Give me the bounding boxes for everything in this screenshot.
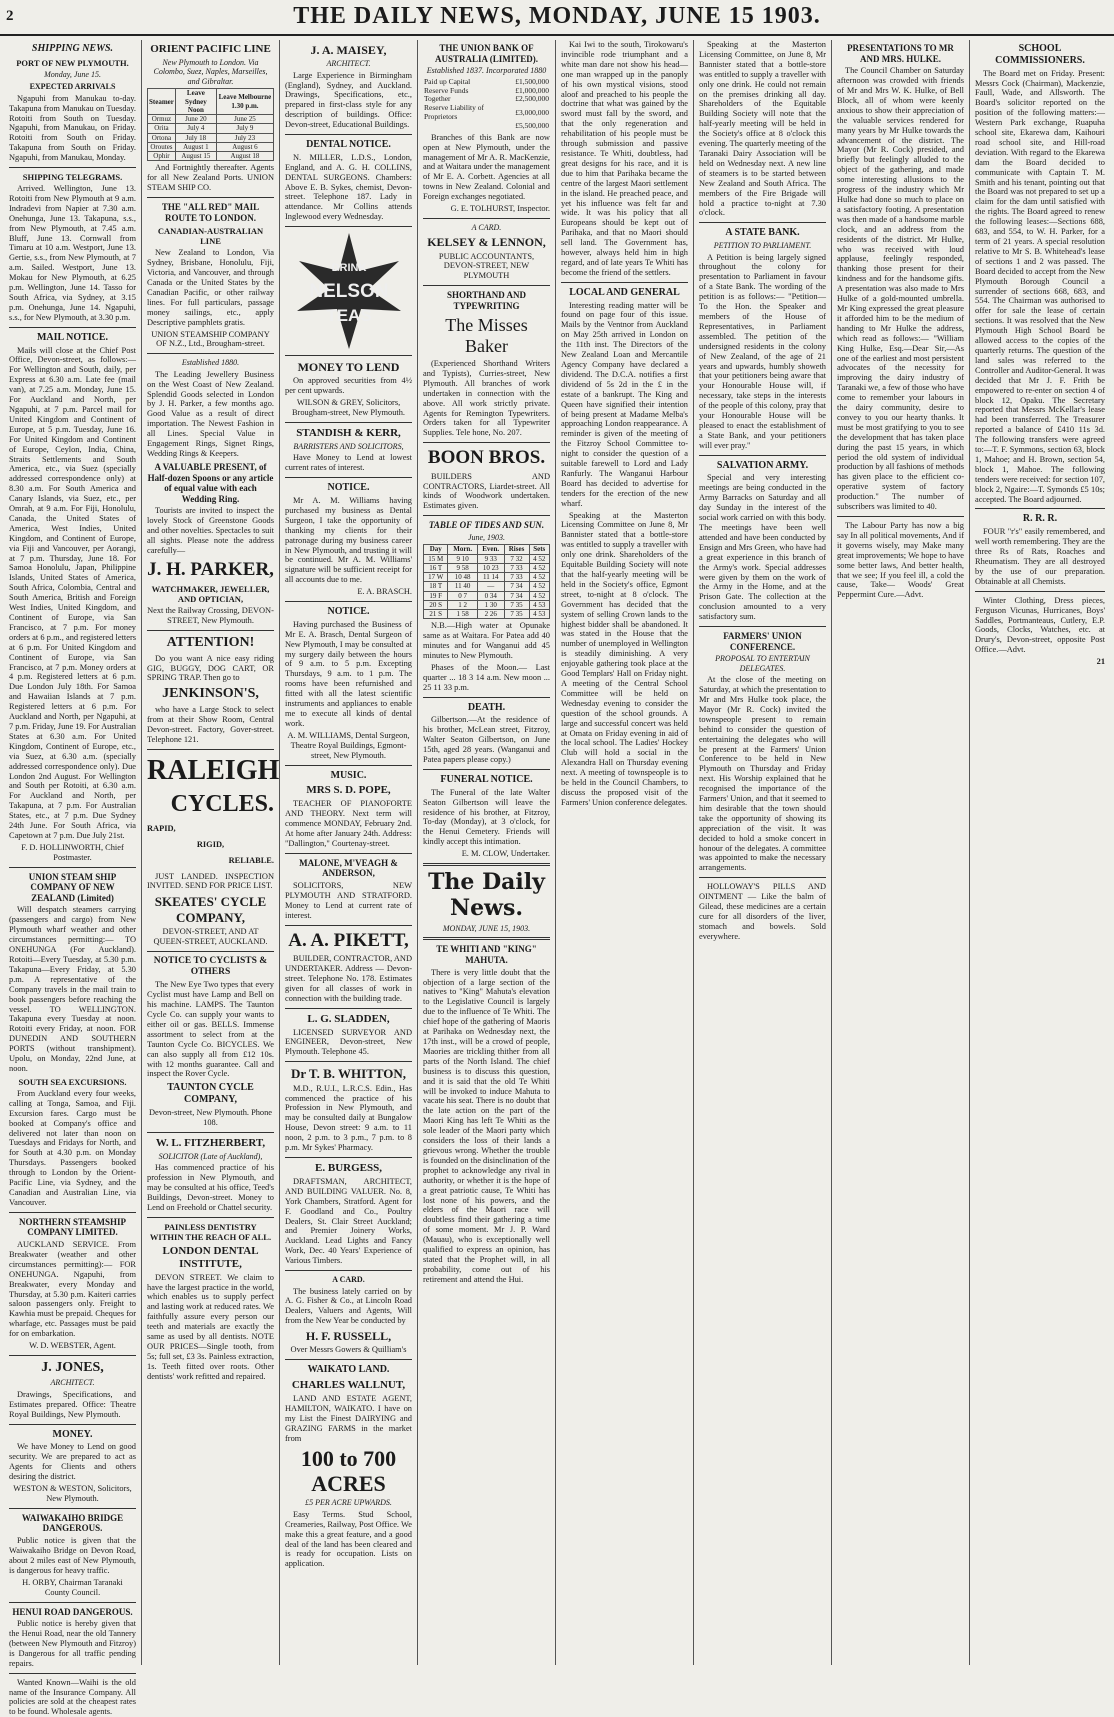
baker-heading: The Misses Baker bbox=[445, 314, 528, 356]
canadian-heading: CANADIAN-AUSTRALIAN LINE bbox=[157, 226, 264, 247]
standish-sub: BARRISTERS AND SOLICITORS, bbox=[293, 441, 404, 451]
music-heading: MUSIC. bbox=[330, 769, 367, 781]
pope-text: TEACHER OF PIANOFORTE AND THEORY. Next term will commence MONDAY, February 2nd. At home after January 24th. Address: "Dallington," Courtenay-street. bbox=[285, 799, 412, 848]
raleigh-word: RIGID, bbox=[196, 839, 225, 849]
nelson-teas-logo bbox=[289, 231, 409, 351]
money-lend-signature: WILSON & GREY, Solicitors, Brougham-street, New Plymouth. bbox=[291, 398, 406, 418]
established: Established 1880. bbox=[181, 358, 240, 368]
arrivals-heading: EXPECTED ARRIVALS bbox=[29, 82, 116, 92]
farmers-heading: FARMERS' UNION CONFERENCE. bbox=[723, 631, 802, 652]
death-heading: DEATH. bbox=[467, 701, 506, 713]
henui-heading: HENUI ROAD DANGEROUS. bbox=[12, 1606, 133, 1617]
cyclists-text: The New Eye Two types that every Cyclist must have Lamp and Bell on his machine. LAMPS. The Taunton Cycle Co. can supply your wants to either oil or gas. BELLS. Immense assortment to select from at the Taunton Cycle Co. BICYCLES. We can also supply all from £12 10s. with 12 months guarantee. Call and inspect the Rover Cycle. bbox=[147, 980, 274, 1079]
tides-table: Day Morn. Even. Rises Sets 15 M 9 10 9 33 7 32 4 52 16 T 9 58 10 23 7 33 4 52 17 W 10 48 11 14 7 33 4 52 18 T 11 40 — 7 34 4 52 19 F 0 7 0 34 7 34 4 52 20 S 1 2 1 30 7 35 4 53 21 S 1 58 2 26 7 35 4 53 bbox=[423, 544, 550, 619]
mail-notice-text: Mails will close at the Chief Post Office, Devon-street, as follows:— For Wellington and South, daily, per Express at 6.30 a.m. Late fee (mail van), at 7.25 a.m. Monday, June 15. For Auckland and North, per Ngapuhi, at 7 p.m. Parcel mail for United Kingdom and Continent of Europe, at 5 p.m. Tuesday, June 16. For United Kingdom and Continent of Europe, Ceylon, India, China, Straits Settlements and South America, etc., via Suez (specially addressed correspondence only) at 8.30 a.m. For South America and Canary Islands, via Suez, etc., per Omrah, at 9 a.m. For Fiji, Honolulu, Canada, the United States of America, West Indies, United Kingdom, and Continent of Europe, via Fiji and Vancouver, per Aorangi, at 7 p.m. Thursday, June 18. For Samoa Honolulu, Japan, Philippine Islands, United States of America, South Africa, Colombia, Central and South America, British and Foreign West Indies, United Kingdom, and Continent of Europe, via San Francisco, at 7 p.m. For money orders at 6 p.m., and registered letters at 6 p.m. For United Kingdom and Continent of Europe, via San Francisco, at 7 p.m. Money orders at 4 p.m. Registered letters at 6 p.m. Due London July 18th. For Samoa and Hawaiian Islands at 7 p.m. Registered letters at 6 p.m. For Auckland and North, per Ngapuhi, at 7 p.m. Friday, June 19. For Australian States at 6.30 a.m. For United Kingdom, Continent of Europe, etc., via Suez, at 6.30 a.m. (specially addressed correspondence only). Due London 2nd August. For Wellington and South per Rotoiti, at 6.30 a.m. For Auckland and North, per Takapuna, at 7 p.m. For Australian States, etc., at 7 p.m. Due Sydney 24th June. For South Africa, via Capetown at 7 p.m. Due July 21st. bbox=[9, 345, 136, 840]
newspaper-title: THE DAILY NEWS, MONDAY, JUNE 15 1903. bbox=[293, 3, 821, 29]
funeral-text: The Funeral of the late Walter Seaton Gilbertson will leave the residence of his brother, at Fitzroy, To-day (Monday), at 3 o'clock, for the Henui Cemetery. Friends will kindly accept this intimation. bbox=[423, 787, 550, 847]
column-7 bbox=[832, 40, 970, 1665]
rrr-heading: R. R. R. bbox=[1022, 513, 1058, 525]
arrivals-text: Ngapuhi from Manukau to-day. Takapuna from Manukau on Tuesday. Rotoiti from South on Tuesday. Ngapuhi, from Manukau, on Friday. Rotoiti from South on Friday. Takapuna from South on Friday. Ngapuhi, from Manukau, Monday. bbox=[9, 93, 136, 163]
whitton-heading: Dr T. B. WHITTON, bbox=[290, 1066, 407, 1082]
column-1 bbox=[4, 40, 142, 1717]
notice2-signature: A. M. WILLIAMS, Dental Surgeon, Theatre Royal Buildings, Egmont-street, New Plymouth. bbox=[287, 730, 410, 760]
standish-text: Have Money to Lend at lowest current rates of interest. bbox=[285, 453, 412, 473]
table-row: 20 S 1 2 1 30 7 35 4 53 bbox=[424, 600, 550, 609]
canadian-signature: UNION STEAMSHIP COMPANY OF N.Z., Ltd., Brougham-street. bbox=[151, 329, 270, 349]
table-row: Ortona July 18 July 23 bbox=[148, 133, 274, 142]
south-sea-heading: SOUTH SEA EXCURSIONS. bbox=[18, 1076, 127, 1087]
kelsey-card: A CARD. bbox=[471, 222, 502, 232]
logo-nelson: NELSON bbox=[308, 281, 389, 303]
terms-text: Easy Terms. Stud School, Creameries, Railway, Post Office. We make this a great feature, and a good deal of the land has been cleared and is ready for occupation. Lists on application. bbox=[285, 1509, 412, 1569]
columns bbox=[4, 40, 1110, 1717]
parker-heading: J. H. PARKER, bbox=[147, 558, 274, 580]
orient-th: Leave Melbourne 1.30 p.m. bbox=[216, 89, 273, 115]
table-row: 18 T 11 40 — 7 34 4 52 bbox=[424, 582, 550, 591]
table-row: £5,500,000 bbox=[515, 120, 549, 130]
state-bank-heading: A STATE BANK. bbox=[725, 227, 800, 239]
painless-heading: PAINLESS DENTISTRY WITHIN THE REACH OF ALL. bbox=[149, 1221, 272, 1242]
column-3 bbox=[280, 40, 418, 1665]
column-2 bbox=[142, 40, 280, 1665]
waiwakaiho-text: Public notice is given that the Waiwakaiho Bridge on Devon Road, about 2 miles east of New Plymouth, is dangerous for heavy traffic. bbox=[9, 1536, 136, 1575]
jenkinson-heading: JENKINSON'S, bbox=[162, 686, 259, 702]
shipping-date: Monday, June 15. bbox=[44, 69, 101, 79]
table-row: Together £2,500,000 bbox=[424, 94, 549, 104]
orient-sub: New Plymouth to London. Via Colombo, Suez, Naples, Marseilles, and Gibraltar. bbox=[153, 57, 268, 86]
orient-foot: And Fortnightly thereafter. Agents for all New Zealand Ports. UNION STEAM SHIP CO. bbox=[147, 163, 274, 193]
telegrams-text: Arrived. Wellington, June 13. Rotoiti from New Plymouth at 9 a.m. Indradevi from Napier at 7.30 a.m. Onehunga, June 13. Takapuna, s.s., from New Plymouth, at 7.45 a.m. Bluff, June 13. Cornwall from Timaru at 10 a.m. Westport, June 13. Gertie, s.s., from New Plymouth, at 7 a.m. Sailed. Westport, June 13. Mokau for New Plymouth, at 6.25 p.m. Wellington, June 14. Tasso for South Africa, via Sydney, at 3.15 p.m. Onehunga, June 14. Ngapuhi, s.s., for New Plymouth, at 3.30 p.m. bbox=[9, 184, 136, 322]
raleigh-word: RAPID, bbox=[147, 823, 176, 833]
school-text: The Board met on Friday. Present: Messrs Cock (Chairman), Mackenzie, Faull, Wade, and Allsworth. The Board's solicitor reported on the position of the following matters:—Western Park exchange, Ruapuha school site, Ekarewa dam, Kaihouri road school site, and Hill-road deviation. With regard to the Ekarewa dam the Board decided to communicate with Captain T. M. Smith and his tenant, pointing out that the Board was not prepared to set up a claim for the dam until satisfied with the rights. The Board agreed to renew the following leases:—Sections 688, 683, and 554, to W. H. Parker, for a term of 21 years. A special resolution relative to Mr S. B. Whitehead's lease of sections 1 and 2 was passed. The Board decided to accept from the New Plymouth Borough Council a surrender of sections 668, 683, and 554. The Chairman was authorised to offer for sale the lease of certain sections. It was resolved that the New Plymouth High School Board be allowed access to the copies of the quarterly returns. The question of the land sales was referred to the Controller and Auditor-General. It was decided that Mr J. F. Frith be empowered to re-enter on section 4 of block 12, Opaku. The Secretary reported that Messrs McKellar's lease had been transferred. The Treasurer reported a balance of £410 11s 3d. The following transfers were agreed to:—T. F. Symmons, section 63, block 1, Mahoe; and H. Brown, section 54, block 1, Mahoe. The following tenders were received: for section 107, block 2, Ngaire:—T. Symonds £5 10s; accepted. The Board adjourned. bbox=[975, 68, 1105, 504]
malone-heading: MALONE, M'VEAGH & ANDERSON, bbox=[299, 857, 398, 879]
moon-phases: Phases of the Moon.— Last quarter ... 18 3 14 a.m. New moon ... 25 11 33 p.m. bbox=[423, 662, 550, 692]
orient-th: Steamer bbox=[148, 89, 176, 115]
sladden-text: LICENSED SURVEYOR AND ENGINEER, Devon-street, New Plymouth. Telephone 45. bbox=[285, 1027, 412, 1057]
raleigh-landed: JUST LANDED. INSPECTION INVITED. SEND FOR PRICE LIST. bbox=[147, 871, 274, 891]
salvation-heading: SALVATION ARMY. bbox=[716, 459, 809, 471]
attention-heading: ATTENTION! bbox=[166, 635, 255, 651]
burgess-heading: E. BURGESS, bbox=[315, 1161, 382, 1174]
sladden-heading: L. G. SLADDEN, bbox=[307, 1012, 390, 1025]
shorthand-heading: SHORTHAND AND TYPEWRITING bbox=[447, 290, 526, 311]
column-4 bbox=[418, 40, 556, 1665]
kelsey-heading: KELSEY & LENNON, bbox=[427, 235, 546, 250]
table-row: Paid up Capital £1,500,000 bbox=[424, 76, 549, 86]
table-row: Orita July 4 July 9 bbox=[148, 124, 274, 133]
notice1-heading: NOTICE. bbox=[327, 482, 370, 494]
jones-text: Drawings, Specifications, and Estimates prepared. Office: Theatre Royal Buildings, New Plymouth. bbox=[9, 1389, 136, 1419]
skeates-address: DEVON-STREET, AND AT QUEEN-STREET, AUCKLAND. bbox=[153, 927, 268, 946]
money-signature: WESTON & WESTON, Solicitors, New Plymouth. bbox=[13, 1484, 132, 1503]
orient-table bbox=[147, 88, 274, 161]
state-bank-text: A Petition is being largely signed throughout the colony for presentation to Parliament in favour of a State Bank. The wording of the petition is as follows:— "Petition—To the Hon. the Speaker and members of the House of Representatives, in Parliament assembled. The petition of the undersigned residents in the colony of New Zealand, of the age of 21 years and upwards, humbly showeth that your petitioners being aware that your Honourable House will, if necessary, take steps in the interests of the people of this colony, pray that your Honourable House will be pleased to enact the establishment of a State Bank, and your petitioners will ever pray." bbox=[699, 252, 826, 450]
raleigh-cycles: CYCLES. bbox=[170, 790, 274, 817]
wallnutt-heading: CHARLES WALLNUT, bbox=[291, 1379, 406, 1391]
presentations-text: The Council Chamber on Saturday afternoon was crowded with friends of Mr and Mrs W. K. Hulke, of Bell Block, all of whom were keenly anxious to show their appreciation of the valuable services rendered for many years by Mr Hulke towards the advancement of the district. The Mayor (Mr R. Cock) presided, and briefly but feelingly alluded to the object of the gathering, and made some interesting allusions to the progress of the industry which Mr Hulke had done so much to place on a satisfactory footing. A presentation was then made of a handsome marble clock, and an address from the residents of the district. Mr Hulke, who was received with loud applause, feelingly responded, thanking those present for their kindness and for the handsome gifts. A presentation was also made to Mrs Hulke of a gold-mounted umbrella. Mr King expressed the great pleasure it afforded him to be the medium of handing to Mr Hulke the address, which read as follows:— "William King Hulke, Esq.—Dear Sir,—As one of the earliest and most persistent advocates of the necessity for improving the dairy industry of Taranaki we, a few of those who have come to remember your labours in the dairy community, desire to convey to you our hearty thanks. It must be most gratifying to you to see the development that has taken place during the past 15 years, in which period the old system of individual production by all fashions of methods has given place to the efficient co-operative system of factory production." The number of subscribers was limited to 40. bbox=[837, 66, 964, 512]
masthead-secondary: The Daily News. bbox=[428, 869, 545, 922]
farmers-sub: PROPOSAL TO ENTERTAIN DELEGATES. bbox=[715, 654, 810, 673]
pope-heading: MRS S. D. POPE, bbox=[306, 784, 391, 797]
taunton-address: Devon-street, New Plymouth. Phone 108. bbox=[148, 1107, 273, 1127]
table-row: 17 W 10 48 11 14 7 33 4 52 bbox=[424, 573, 550, 582]
bank-capital-table bbox=[423, 78, 550, 131]
card-text: The business lately carried on by A. G. Fisher & Co., at Lincoln Road Dealers, Valuers and Agents, Will from the New Year be conducted by bbox=[285, 1286, 412, 1326]
editorial-text: There is very little doubt that the objection of a large section of the natives to "King" Mahuta's elevation to the Legislative Council is largely due to the influence of Te Whiti. The chief hope of the gathering of Maoris at Parihaka on Wednesday next, the 17th inst., will be a crowd of people, Maories are trickling thither from all parts of the North Island. The chief business is to discuss this question, and it is said that the old Te Whiti will be invoked to induce Mahuta to vacate his seat. There is no doubt that the late action on the part of the Maori King has left Te Whiti as the sole leader of the Maori party which considers the loss of their lands a grievous wrong. Whether the trouble is founded on the disinclination of the prophet to acknowledge any rival in authority, or whether it is the hope of a great patriotic cause, Te Whiti has lost none of his powers, and the elders of the Maori race will doubtless find their gathering a time of some moment. Mr J. P. Ward (Mauau), who is exceptionally well qualified to express an opinion, has stated that the Prophet will, in all probability, come out of his retirement and attend the Hui. bbox=[423, 967, 550, 1284]
wootton-text: Winter Clothing, Dress pieces, Ferguson Vicunas, Hurricanes, Boys' Saddles, Portmanteaus, Cutlery, E.P. Goods, Clocks, Watches, etc. at Drury's, Devon-street, opposite Post Office.—Advt. bbox=[975, 595, 1105, 655]
taunton-heading: TAUNTON CYCLE COMPANY, bbox=[167, 1082, 254, 1106]
column6-text: Speaking at the Masterton Licensing Committee, on June 8, Mr Bannister stated that a bottle-store was entitled to supply a traveller with only one drink. He could not remain on the premises drinking all day. Shareholders of the Equitable Building Society will note that the half-yearly meeting will be held in the Society's office at 8 o'clock this evening. The quarterly meeting of the Taranaki Dairy Association will be held on Wednesday next. A new line of steamers is to be started between New Zealand and South Africa. The members of the Fire Brigade will hold a practice to-night at 7.30 o'clock. bbox=[699, 40, 826, 218]
ldi-heading: LONDON DENTAL INSTITUTE, bbox=[162, 1244, 259, 1270]
table-row: 21 S 1 58 2 26 7 35 4 53 bbox=[424, 610, 550, 619]
presentations-heading: PRESENTATIONS TO MR AND MRS. HULKE. bbox=[847, 43, 954, 64]
wanted-text: Wanted Known—Waihi is the old name of the Insurance Company. All policies are sold at the cheapest rates to be found. Wholesale agents. bbox=[9, 1677, 136, 1717]
table-row: Reserve Funds £1,000,000 bbox=[424, 85, 549, 95]
masthead bbox=[0, 0, 1114, 36]
whitton-text: M.D., R.U.I., L.R.C.S. Edin., Has commenced the practice of his Profession in New Plymouth, and may be consulted daily at Bungalow House, Devon street: 9 a.m. to 11 noon, 2 p.m. to 3 p.m., 7 p.m. to 8 p.m. Mr Sykes' Pharmacy. bbox=[285, 1083, 412, 1153]
fitzherbert-heading: W. L. FITZHERBERT, bbox=[155, 1136, 266, 1149]
tides-sub: June, 1903. bbox=[467, 532, 506, 542]
table-row: Ophir August 15 August 18 bbox=[148, 152, 274, 161]
maisey-heading: J. A. MAISEY, bbox=[310, 43, 387, 57]
cyclists-heading: NOTICE TO CYCLISTS & OTHERS bbox=[153, 955, 268, 978]
death-text: Gilbertson.—At the residence of his brother, McLean street, Fitzroy, Walter Seaton Gilbertson, on June 15th, aged 28 years. (Wanganui and Patea papers please copy.) bbox=[423, 715, 550, 765]
fitzherbert-text: Has commenced practice of his profession in New Plymouth, and may be consulted at his office, Teed's Buildings, Devon-street. Money to Lend on Freehold or Chattel security. bbox=[147, 1163, 274, 1212]
waiwakaiho-signature: H. ORBY, Chairman Taranaki County Council. bbox=[22, 1577, 123, 1597]
logo-teas: TEAS bbox=[325, 306, 372, 326]
orient-th: Leave Sydney Noon bbox=[175, 89, 216, 115]
table-row: 16 T 9 58 10 23 7 33 4 52 bbox=[424, 563, 550, 572]
logo-drink: DRINK bbox=[331, 262, 366, 275]
kelsey-text: PUBLIC ACCOUNTANTS, DEVON-STREET, NEW PLYMOUTH bbox=[438, 251, 535, 281]
attention-text: Do you want A nice easy riding GIG, BUGGY, DOG CART, OR SPRING TRAP. Then go to bbox=[147, 653, 274, 683]
column-6 bbox=[694, 40, 832, 1665]
russell-heading: H. F. RUSSELL, bbox=[305, 1329, 392, 1344]
parker-sub: WATCHMAKER, JEWELLER, AND OPTICIAN, bbox=[151, 584, 270, 605]
orient-heading: ORIENT PACIFIC LINE bbox=[150, 43, 271, 55]
bank-established: Established 1837. Incorporated 1880 bbox=[426, 66, 547, 76]
ussco-heading: UNION STEAM SHIP COMPANY OF NEW ZEALAND (Limited) bbox=[28, 871, 117, 903]
henui-text: Public notice is hereby given that the Henui Road, near the old Tannery (between New Plymouth and Fitzroy) is Dangerous for all traffic pending repairs. bbox=[9, 1619, 136, 1668]
pikett-text: BUILDER, CONTRACTOR, AND UNDERTAKER. Address — Devon-street. Telephone No. 178. Estimates given for all classes of work in connection with the building trade. bbox=[285, 954, 412, 1003]
table-row: Ormuz June 20 June 25 bbox=[148, 115, 274, 124]
shipping-news-heading: SHIPPING NEWS. bbox=[31, 43, 114, 54]
standish-heading: STANDISH & KERR, bbox=[296, 426, 401, 439]
editorial-continued: Kai Iwi to the south, Tirokowaru's invincible rode triumphant and a white man dare not show his head—one man wrapped up in the panoply of his own mystical visions, stood aloof and preached to his people the doctrine that what was gained by the sword must fall by the sword, and that the only regeneration and rehabilitation of his people must be through submission and passive resistance. Te Whiti, doubtless, had great designs for his race, and it is due to him that Parihaka became the centre of the largest Maori settlement in the island. He preached peace, and yet his influence was felt far and wide. It was his policy that all Europeans should be kept out of Parihaka, and that no Maori should sell land. The Government has, however, always held him in high regard, and of late years Te Whiti has become the friend of the settlers. bbox=[561, 40, 688, 277]
money-heading: MONEY. bbox=[52, 1428, 93, 1440]
tides-heading: TABLE OF TIDES AND SUN. bbox=[428, 520, 545, 531]
mail-signature: F. D. HOLLINWORTH, Chief Postmaster. bbox=[21, 842, 124, 862]
ussco-text: Will despatch steamers carrying (passengers and cargo) from New Plymouth wharf weather and other circumstances permitting:— TO ONEHUNGA (For Auckland). Rotoiti—Every Tuesday, at 5.30 p.m. Takapuna—Every Friday, at 5.30 p.m. A representative of the Company travels in the mail train to book passengers before reaching the vessel. TO WELLINGTON. Takapuna every Tuesday at noon. Rotoiti every Friday, at noon. FOR DUNEDIN AND SOUTHERN PORTS (without transhipment). Upolu, on Monday, 22nd June, at noon. bbox=[9, 905, 136, 1073]
local-general-text: Interesting reading matter will be found on page four of this issue. Mails by the Ventnor from Auckland on May 25th arrived in London on the 11th inst. The Directors of the New Zealand Loan and Mercantile Agency Company have declared a dividend. The D.C.A. notifies a first dividend of 5s 2d in the £ in the estate of a bankrupt. The King and Queen have signified their intention of being present at Madame Melba's approaching London reappearance. A reminder is given of the meeting of the Fitzroy School Committee to-night to consider the question of a suitable farewell to Lord and Lady Ranfurly. The Wanganui Harbour Board has decided to advertise for tenders for the erection of the new wharf. bbox=[561, 300, 688, 508]
editorial-heading: TE WHITI AND "KING" MAHUTA. bbox=[436, 944, 537, 966]
telegrams-heading: SHIPPING TELEGRAMS. bbox=[22, 172, 123, 183]
local-general-heading: LOCAL AND GENERAL bbox=[569, 286, 680, 298]
acres-heading: 100 to 700 ACRES bbox=[300, 1445, 397, 1497]
dental-heading: DENTAL NOTICE. bbox=[306, 139, 391, 151]
notice1-text: Mr A. M. Williams having purchased my business as Dental Surgeon, I take the opportunity of thanking my clients for their patronage during my business career in New Plymouth, and trusting it will be continued. Mr A. M. Williams' signature will be sufficient receipt for all accounts due to me. bbox=[285, 495, 412, 585]
ldi-text: DEVON STREET. We claim to have the largest practice in the world, which enables us to supply perfect and lasting work at reduced rates. We faithfully assure every person our teeth and materials are exactly the same as used by all dentists. NOTE OUR PRICES—Single tooth, from 5s; full set, £3 3s. Painless extraction, 1s. Teeth fitted over roots. Other dentists' work refitted and repaired. bbox=[147, 1272, 274, 1381]
mail-notice-heading: MAIL NOTICE. bbox=[36, 331, 109, 343]
column-8 bbox=[970, 40, 1110, 1665]
page-number: 2 bbox=[6, 8, 14, 24]
jones-sub: ARCHITECT. bbox=[50, 1378, 95, 1388]
tides-note: N.B.—High water at Opunake same as at Waitara. For Patea add 40 minutes and for Wanganui add 45 minutes to New Plymouth. bbox=[423, 621, 550, 661]
pikett-heading: A. A. PIKETT, bbox=[288, 929, 409, 951]
notice2-text: Having purchased the Business of Mr E. A. Brasch, Dental Surgeon of New Plymouth, I may be consulted at my surgery daily between the hours of 9 a.m. to 5 p.m. Excepting Thursdays, 9 a.m. to 1 p.m. The rooms have been refurnished and fitted with all the latest scientific instruments and appliances to enable me to execute all kinds of dental work. bbox=[285, 619, 412, 728]
column-5 bbox=[556, 40, 694, 1665]
burgess-text: DRAFTSMAN, ARCHITECT, AND BUILDING VALUER. No. 8, York Chambers, Stratford. Agent for F. Goodland and Co., Poultry Dealers, St. Clair Street Auckland; and Premier Joinery Works, Auckland. Lead Lights and Fancy Work, Dec. 40 Years' Experience of Various Timbers. bbox=[285, 1176, 412, 1266]
parker-address: Next the Railway Crossing, DEVON-STREET, New Plymouth. bbox=[147, 606, 274, 626]
all-red-heading: THE "ALL RED" MAIL ROUTE TO LONDON. bbox=[161, 202, 260, 223]
table-row: Oroutes August 1 August 6 bbox=[148, 142, 274, 151]
funeral-signature: E. M. CLOW, Undertaker. bbox=[461, 849, 550, 859]
port-heading: PORT OF NEW PLYMOUTH. bbox=[16, 57, 129, 68]
table-row: 19 F 0 7 0 34 7 34 4 52 bbox=[424, 591, 550, 600]
holloway-text: HOLLOWAY'S PILLS AND OINTMENT — Like the balm of Gilead, these medicines are a certain cure for all disorders of the liver, stomach and bowels. Sold everywhere. bbox=[699, 882, 826, 941]
russell-text: Over Messrs Gowers & Quilliam's bbox=[290, 1345, 407, 1355]
fitzherbert-sub: SOLICITOR (Late of Auckland), bbox=[158, 1151, 263, 1161]
nssco-signature: W. D. WEBSTER, Agent. bbox=[29, 1341, 116, 1351]
bank-signature: G. E. TOLHURST, Inspector. bbox=[450, 204, 550, 214]
south-sea-text: From Auckland every four weeks, calling at Tonga, Samoa, and Fiji. Excursion fares. Cargo must be booked at Company's office and delivered not later than noon on Tuesdays and Fridays for North, and for South at 4.30 p.m. on Monday Thursdays. Passengers booked through to London by the Orient-Pacific Line, via Sydney, and the Canadian and Australian Line, via Vancouver. bbox=[9, 1088, 136, 1207]
card-heading: A CARD. bbox=[332, 1275, 365, 1285]
nssco-heading: NORTHERN STEAMSHIP COMPANY LIMITED. bbox=[19, 1216, 126, 1238]
school-heading: SCHOOL COMMISSIONERS. bbox=[995, 43, 1085, 66]
nssco-text: AUCKLAND SERVICE. From Breakwater (weather and other circumstances permitting):— FOR ONEHUNGA. Ngapuhi, from Breakwater, every Monday and Thursday, at 5.30 p.m. Kaiteri carries saloon passengers only. Freight to Kawhia must be prepaid. Cheques for wharfage, etc. Passages must be paid for on embarkation. bbox=[9, 1240, 136, 1339]
maisey-sub: ARCHITECT. bbox=[326, 59, 371, 69]
waiwakaiho-heading: WAIWAKAIHO BRIDGE DANGEROUS. bbox=[21, 1512, 124, 1534]
money-lend-text: On approved securities from 4½ per cent upwards. bbox=[285, 376, 412, 396]
jones-heading: J. JONES, bbox=[41, 1359, 104, 1375]
money-lend-heading: MONEY TO LEND bbox=[297, 360, 400, 375]
boon-heading: BOON BROS. bbox=[427, 447, 546, 469]
bank-heading: THE UNION BANK OF AUSTRALIA (LIMITED). bbox=[434, 43, 539, 64]
table-row: 15 M 9 10 9 33 7 32 4 52 bbox=[424, 554, 550, 563]
malone-text: SOLICITORS, NEW PLYMOUTH AND STRATFORD. Money to Lend at current rate of interest. bbox=[285, 881, 412, 920]
rrr-text: FOUR "r's" easily remembered, and well worth remembering. They are the three Rs of Rats, Roaches and Rheumatism. They are all destroyed by the use of our preparation. Obtainable at all Chemists. bbox=[975, 527, 1105, 586]
raleigh-word: RELIABLE. bbox=[228, 855, 274, 865]
canadian-text: New Zealand to London, Via Sydney, Brisbane, Honolulu, Fiji, Victoria, and Vancouver, and through Canada or the United States by the Canadian Pacific, or other railway lines. For full particulars, passage money sailings, etc., apply Descriptive pamphlets gratis. bbox=[147, 248, 274, 327]
tourists-text: Tourists are invited to inspect the lovely Stock of Greenstone Goods and other novelties. Spectacles to suit all sights. Please note the address carefully— bbox=[147, 506, 274, 555]
salvation-text: Special and very interesting meetings are being conducted in the Army Barracks on Saturday and all day Sunday in the interest of the social work carried on with this body. The meetings have been well attended and have been conducted by Ensign and Mrs Green, who have had a great experience in this branch of the Army's work. Special addresses were given by them on the work of the Army in the Home, and at the Prison Gate. The collection at the conclusion amounted to a very satisfactory sum. bbox=[699, 473, 826, 622]
state-bank-sub: PETITION TO PARLIAMENT. bbox=[713, 241, 812, 251]
valuable-present: A VALUABLE PRESENT, of Half-dozen Spoons or any article of equal value with each Wedding Ring. bbox=[147, 461, 274, 504]
baker-text: (Experienced Shorthand Writers and Typists), Curries-street, New Plymouth. All branches of work undertaken in connection with the above. All work strictly private. Agents for Remington Typewriters. Orders taken for all Typewriter Supplies. Tele hone, No. 207. bbox=[423, 358, 550, 438]
boon-text: BUILDERS AND CONTRACTORS, Liardet-street. All kinds of Woodwork undertaken. Estimates given. bbox=[423, 471, 550, 511]
farmers-text: At the close of the meeting on Saturday, at which the presentation to Mr and Mrs Hulke took place, the Mayor (Mr R. Cock) invited the townspeople present to remain behind to consider the question of entertaining the delegates who will be present at the Farmers' Union Conference to be held in New Plymouth on Thursday and Friday next. His Worship explained that he recognised the importance of the Farmers' Union, and that it seemed to him desirable that the town should take the opportunity of showing its appreciation of the visit. It was decided to hold a smoke concert in honour of the delegates. A committee was appointed to make the necessary arrangements. bbox=[699, 675, 826, 873]
raleigh-heading: RALEIGH bbox=[147, 754, 280, 786]
jenkinson-text: who have a Large Stock to select from at their Show Room, Central Devon-street. Factory, Gover-street. Telephone 121. bbox=[147, 704, 274, 744]
notice2-heading: NOTICE. bbox=[327, 606, 370, 618]
local-general-continued: Speaking at the Masterton Licensing Committee on June 8, Mr Bannister stated that a bottle-store was entitled to supply a traveller with only one drink. Shareholders of the Equitable Building Society will note that the half-yearly meeting will be held in the Society's office, Egmont street, to-night at 8 o'clock. The Government has decided that the system of selling Crown lands to the highest bidder shall be abandoned. It was stated in the House that the number of unemployed in Wellington is steadily diminishing. A very enjoyable gathering took place at the Good Templars' Hall on Friday night. A meeting of the Central School Committee will be held on Wednesday evening to consider the question of the school grounds. A large and successful concert was held at Omata on Friday evening in aid of the local school. The Ladies' Hockey Club will hold a social in the Alexandra Hall on Thursday evening next. A meeting of townspeople is to be held in the Council Chambers, to discuss the proposed visit of the Farmers' Union conference delegates. bbox=[561, 510, 688, 807]
labour-verse: The Labour Party has now a big say In all political movements, And if it governs wisely, may Make many great improvements; We hope to have some better laws, And better health, that we see; If you feel ill, a cold the cause, Take— Woods' Great Peppermint Cure.—Advt. bbox=[837, 521, 964, 600]
masthead-secondary-date: MONDAY, JUNE 15, 1903. bbox=[442, 924, 531, 934]
table-row: Reserve Liability of Proprietors £3,000,000 bbox=[424, 103, 549, 122]
funeral-heading: FUNERAL NOTICE. bbox=[440, 773, 533, 785]
notice1-signature: E. A. BRASCH. bbox=[357, 587, 412, 597]
bank-text: Branches of this Bank are now open at New Plymouth, under the management of Mr A. R. MacKenzie, and at Waitara under the management of Mr E. A. Corbett. Agencies at all towns in New Zealand. Colonial and Foreign exchanges negotiated. bbox=[423, 132, 550, 202]
miller-text: N. MILLER, L.D.S., London, England, and A. G. H. COLLINS, DENTAL SURGEONS. Chambers: Above E. B. Sykes, chemist, Devon-street. Telephone 187. Lady in attendance. Mr Collins attends Inglewood every Wednesday. bbox=[285, 152, 412, 222]
wallnutt-text: LAND AND ESTATE AGENT, HAMILTON, WAIKATO. I have on my List the Finest DAIRYING and GRAZING FARMS in the market from bbox=[285, 1393, 412, 1443]
money-text: We have Money to Lend on good security. We are prepared to act as Agents for Clients and others desiring the district. bbox=[9, 1442, 136, 1482]
waikato-heading: WAIKATO LAND. bbox=[307, 1364, 390, 1376]
page-number-bottom: 21 bbox=[1096, 657, 1105, 667]
maisey-text: Large Experience in Birmingham (England), Sydney, and Auckland. Drawings, Specifications, etc., prepared in first-class style for any description of buildings. Office: Devon-street, Educational Buildings. bbox=[285, 70, 412, 130]
acres-sub: £5 PER ACRE UPWARDS. bbox=[305, 1498, 392, 1508]
skeates-heading: SKEATES' CYCLE COMPANY, bbox=[154, 894, 267, 925]
parker-intro: The Leading Jewellery Business on the West Coast of New Zealand. Splendid Goods selected in London by J. H. Parker, a few months ago. Good Value as a result of direct importation. The Newest Fashion in all Lines. Special Value in Engagement Rings, Signet Rings, Wedding Rings & Keepers. bbox=[147, 369, 274, 458]
